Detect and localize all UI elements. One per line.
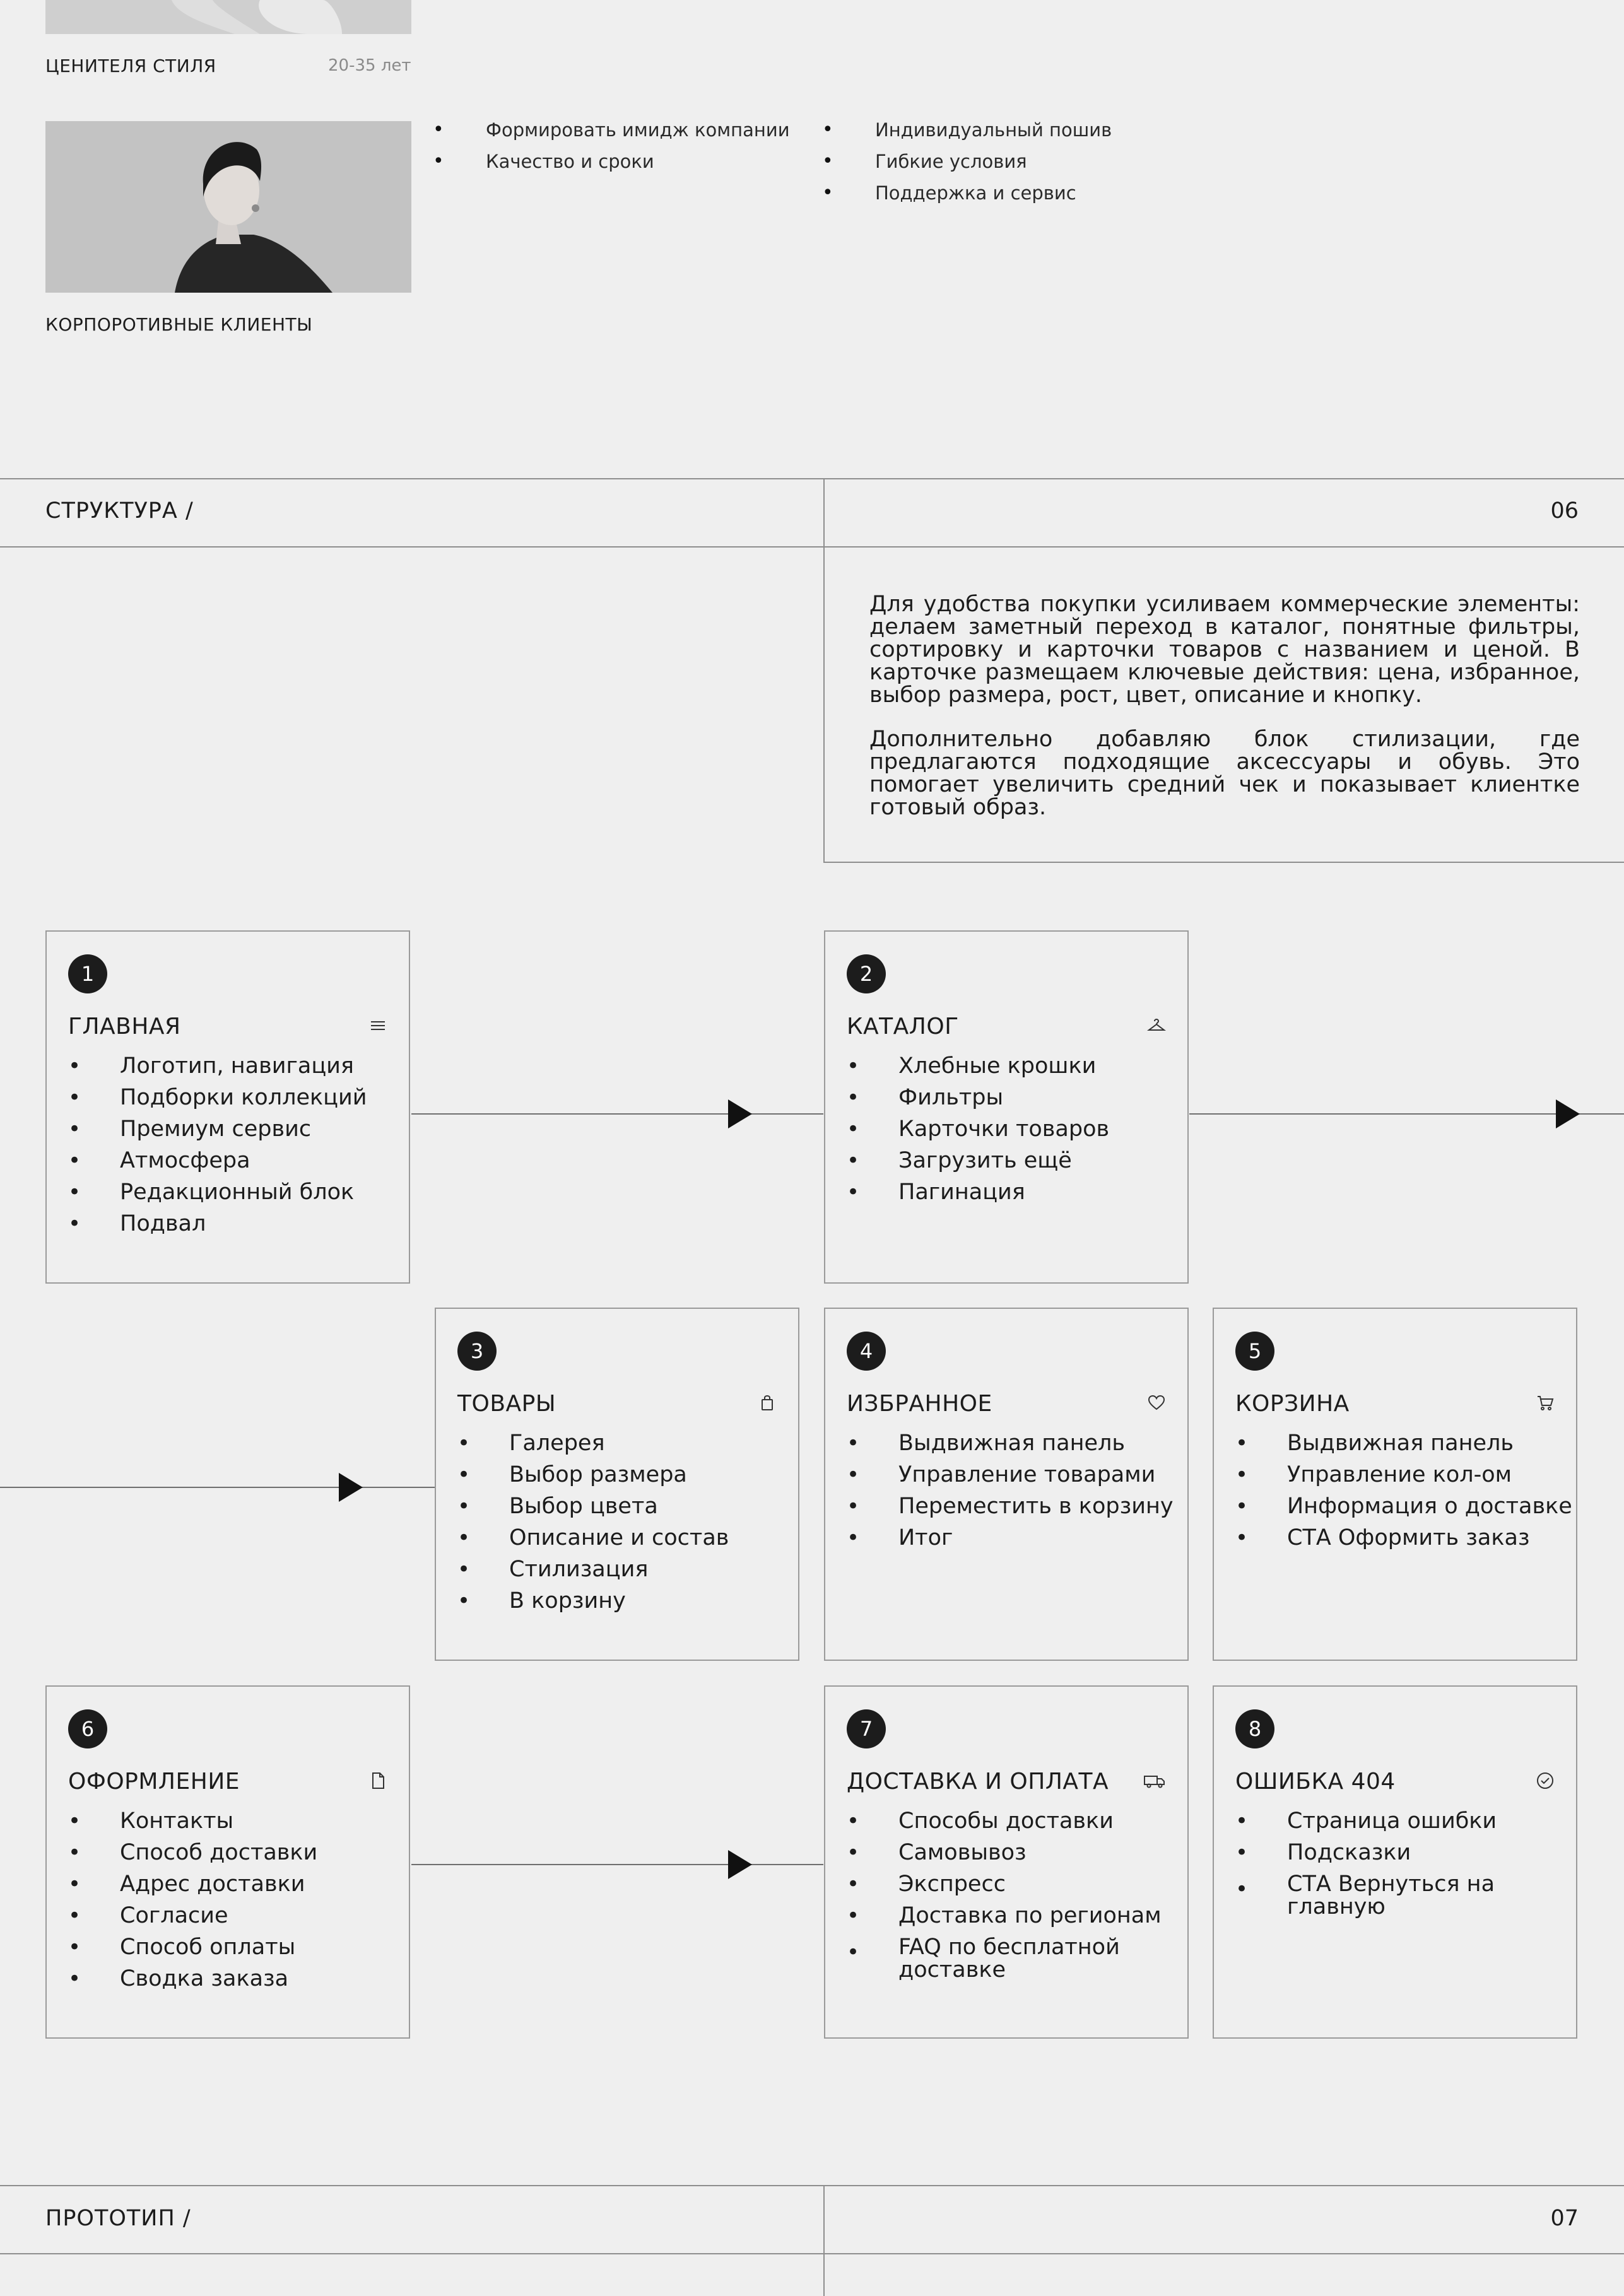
- card-items: [847, 1805, 1163, 1986]
- list-item: • Выдвижная панель: [847, 1427, 1174, 1459]
- bag-icon: [758, 1393, 777, 1412]
- card-title: ТОВАРЫ: [457, 1391, 556, 1417]
- step-number-badge: 4: [847, 1332, 886, 1371]
- corporate-goals-list-1: [433, 114, 790, 177]
- card-title: ИЗБРАННОЕ: [847, 1391, 992, 1417]
- arrow-right-icon: [728, 1850, 752, 1879]
- divider: [0, 2185, 1624, 2186]
- check-circle-icon: [1536, 1771, 1555, 1790]
- list-item: • Способы доставки: [847, 1805, 1163, 1837]
- list-item: • Описание и состав: [457, 1522, 729, 1554]
- card-items: [847, 1427, 1174, 1554]
- style-lover-age: 20-35 лет: [328, 56, 411, 75]
- list-item: • Качество и сроки: [433, 146, 790, 177]
- hanger-icon: [1147, 1016, 1166, 1035]
- list-item: • Редакционный блок: [68, 1176, 367, 1208]
- arrow-right-icon: [339, 1473, 363, 1502]
- structure-card-home: [45, 930, 410, 1284]
- list-item: • Подсказки: [1235, 1837, 1552, 1868]
- step-number-badge: 1: [68, 954, 107, 993]
- structure-card-checkout: [45, 1685, 410, 2039]
- flow-connector: [411, 1864, 823, 1865]
- structure-card-products: [435, 1308, 799, 1661]
- list-item: • Адрес доставки: [68, 1868, 317, 1900]
- card-title: ОФОРМЛЕНИЕ: [68, 1769, 240, 1795]
- list-item: • В корзину: [457, 1585, 729, 1617]
- step-number-badge: 3: [457, 1332, 497, 1371]
- step-number-badge: 5: [1235, 1332, 1274, 1371]
- list-item: • Выдвижная панель: [1235, 1427, 1572, 1459]
- document-icon: [368, 1771, 387, 1790]
- list-item: • Страница ошибки: [1235, 1805, 1552, 1837]
- section-title-prototype: ПРОТОТИП /: [45, 2206, 191, 2231]
- structure-card-error-404: [1213, 1685, 1577, 2039]
- list-item: • Стилизация: [457, 1554, 729, 1585]
- arrow-right-icon: [728, 1099, 752, 1128]
- structure-description-1: Для удобства покупки усиливаем коммерческие элементы: делаем заметный переход в каталог, понятные фильтры, сортировку и карточки товаров с названием и ценой. В карточке размещаем ключевые действия: цена, избранное, выбор размера, рост, цвет, описание и кнопку.: [869, 592, 1580, 708]
- list-item: • Доставка по регионам: [847, 1900, 1163, 1931]
- step-number-badge: 7: [847, 1709, 886, 1748]
- list-item: • Фильтры: [847, 1082, 1109, 1113]
- list-item: • Хлебные крошки: [847, 1050, 1109, 1082]
- list-item: • Управление товарами: [847, 1459, 1174, 1491]
- list-item: • СТА Вернуться на главную: [1235, 1868, 1552, 1923]
- section-number: 06: [1550, 498, 1579, 524]
- corporate-goals-list-2: [822, 114, 1112, 209]
- menu-icon: [368, 1016, 387, 1035]
- list-item: • Подвал: [68, 1208, 367, 1239]
- list-item: • СТА Оформить заказ: [1235, 1522, 1572, 1554]
- list-item: • Переместить в корзину: [847, 1491, 1174, 1522]
- divider: [0, 546, 1624, 548]
- card-title: КОРЗИНА: [1235, 1391, 1350, 1417]
- divider: [0, 478, 1624, 479]
- list-item: • Премиум сервис: [68, 1113, 367, 1145]
- card-title: ГЛАВНАЯ: [68, 1014, 181, 1040]
- list-item: • Подборки коллекций: [68, 1082, 367, 1113]
- list-item: • Сводка заказа: [68, 1963, 317, 1994]
- divider: [823, 478, 825, 863]
- list-item: • Поддержка и сервис: [822, 177, 1112, 209]
- section-number: 07: [1550, 2206, 1579, 2231]
- list-item: • Карточки товаров: [847, 1113, 1109, 1145]
- arrow-right-icon: [1556, 1099, 1580, 1128]
- list-item: • Индивидуальный пошив: [822, 114, 1112, 146]
- flow-connector: [0, 1487, 435, 1488]
- list-item: • Выбор размера: [457, 1459, 729, 1491]
- list-item: • Логотип, навигация: [68, 1050, 367, 1082]
- step-number-badge: 8: [1235, 1709, 1274, 1748]
- list-item: • Управление кол-ом: [1235, 1459, 1572, 1491]
- list-item: • FAQ по бесплатной доставке: [847, 1931, 1163, 1986]
- card-items: [457, 1427, 729, 1617]
- divider: [823, 862, 1624, 863]
- list-item: • Итог: [847, 1522, 1174, 1554]
- list-item: • Атмосфера: [68, 1145, 367, 1176]
- divider: [823, 2185, 825, 2296]
- list-item: • Загрузить ещё: [847, 1145, 1109, 1176]
- style-lover-photo: [45, 0, 411, 34]
- structure-card-delivery: [824, 1685, 1189, 2039]
- list-item: • Экспресс: [847, 1868, 1163, 1900]
- list-item: • Галерея: [457, 1427, 729, 1459]
- corporate-label: КОРПОРОТИВНЫЕ КЛИЕНТЫ: [45, 314, 313, 335]
- card-items: [1235, 1805, 1552, 1923]
- truck-icon: [1143, 1771, 1166, 1790]
- structure-card-cart: [1213, 1308, 1577, 1661]
- card-title: ОШИБКА 404: [1235, 1769, 1396, 1795]
- step-number-badge: 6: [68, 1709, 107, 1748]
- flow-connector: [411, 1113, 823, 1115]
- structure-card-favorites: [824, 1308, 1189, 1661]
- section-title-structure: СТРУКТУРА /: [45, 498, 194, 524]
- list-item: • Выбор цвета: [457, 1491, 729, 1522]
- divider: [0, 2253, 1624, 2254]
- list-item: • Формировать имидж компании: [433, 114, 790, 146]
- cart-icon: [1536, 1393, 1555, 1412]
- list-item: • Гибкие условия: [822, 146, 1112, 177]
- list-item: • Контакты: [68, 1805, 317, 1837]
- heart-icon: [1147, 1393, 1166, 1412]
- card-title: КАТАЛОГ: [847, 1014, 959, 1040]
- card-items: [1235, 1427, 1572, 1554]
- list-item: • Информация о доставке: [1235, 1491, 1572, 1522]
- card-items: [847, 1050, 1109, 1208]
- step-number-badge: 2: [847, 954, 886, 993]
- card-title: ДОСТАВКА И ОПЛАТА: [847, 1769, 1109, 1795]
- list-item: • Способ доставки: [68, 1837, 317, 1868]
- card-items: [68, 1050, 367, 1239]
- list-item: • Самовывоз: [847, 1837, 1163, 1868]
- list-item: • Согласие: [68, 1900, 317, 1931]
- style-lover-label: ЦЕНИТЕЛЯ СТИЛЯ: [45, 56, 216, 76]
- card-items: [68, 1805, 317, 1994]
- list-item: • Способ оплаты: [68, 1931, 317, 1963]
- structure-description-2: Дополнительно добавляю блок стилизации, где предлагаются подходящие аксессуары и обувь. Это помогает увеличить средний чек и показывает клиентке готовый образ.: [869, 727, 1580, 820]
- corporate-client-photo: [45, 121, 411, 293]
- structure-card-catalog: [824, 930, 1189, 1284]
- list-item: • Пагинация: [847, 1176, 1109, 1208]
